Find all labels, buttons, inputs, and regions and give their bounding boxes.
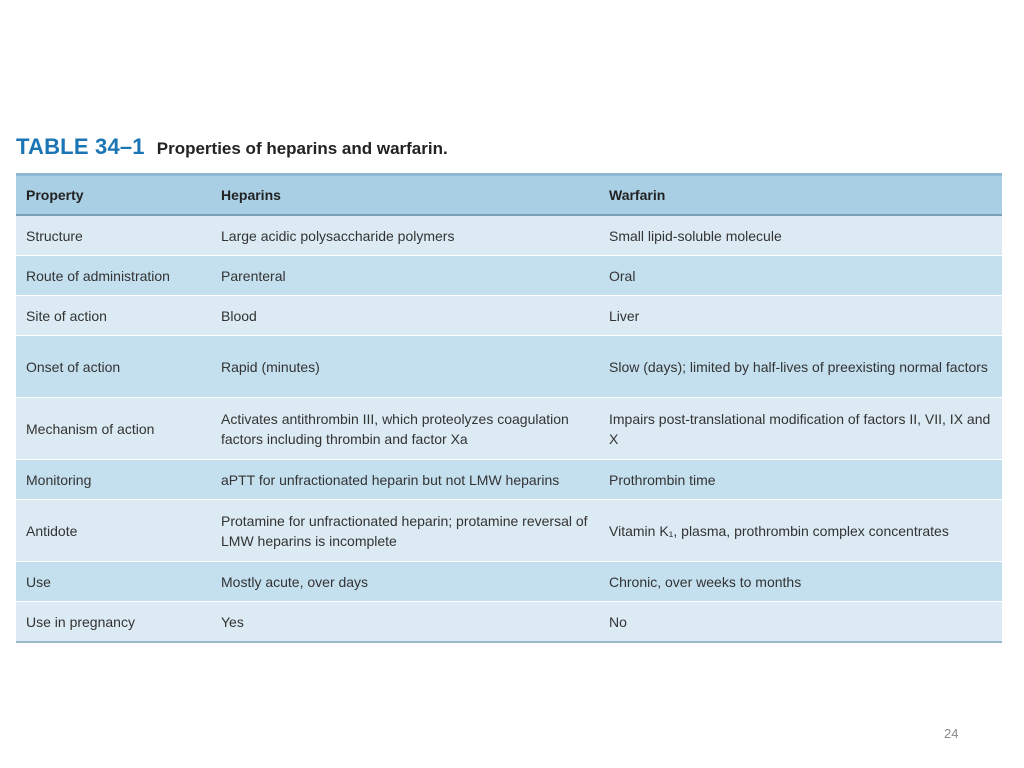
table-number: TABLE 34–1 — [16, 134, 145, 159]
table-title: Properties of heparins and warfarin. — [156, 139, 448, 158]
property-cell: Use — [26, 573, 51, 590]
property-cell: Monitoring — [26, 471, 92, 488]
heparins-cell: aPTT for unfractionated heparin but not LMW heparins — [221, 471, 560, 488]
property-cell: Onset of action — [26, 358, 121, 375]
warfarin-cell: Chronic, over weeks to months — [609, 573, 802, 590]
property-cell: Mechanism of action — [26, 420, 155, 437]
warfarin-cell: Prothrombin time — [609, 471, 716, 488]
column-header-warfarin: Warfarin — [609, 187, 666, 203]
table-row — [16, 296, 1002, 336]
heparins-cell: Yes — [221, 613, 244, 630]
heparins-cell: Activates antithrombin III, which proteolyzes coagulation factors including thrombin and factor Xa — [221, 410, 569, 447]
table-row — [16, 215, 1002, 256]
heparins-cell: Large acidic polysaccharide polymers — [221, 227, 455, 244]
table-row — [16, 602, 1002, 643]
column-header-property: Property — [26, 187, 84, 203]
warfarin-cell: Small lipid-soluble molecule — [609, 227, 782, 244]
property-cell: Use in pregnancy — [26, 613, 135, 630]
slide-page-number: 24 — [944, 726, 959, 741]
heparins-cell: Mostly acute, over days — [221, 573, 369, 590]
heparins-cell: Parenteral — [221, 267, 286, 284]
column-header-heparins: Heparins — [221, 187, 281, 203]
properties-table — [16, 173, 1002, 643]
table-row — [16, 398, 1002, 460]
table-row — [16, 256, 1002, 296]
table-row — [16, 460, 1002, 500]
warfarin-cell: Liver — [609, 307, 640, 324]
property-cell: Structure — [26, 227, 83, 244]
property-cell: Antidote — [26, 522, 78, 539]
property-cell: Site of action — [26, 307, 107, 324]
table-row — [16, 562, 1002, 602]
warfarin-cell: Oral — [609, 267, 636, 284]
heparins-cell: Blood — [221, 307, 257, 324]
table-row — [16, 500, 1002, 562]
property-cell: Route of administration — [26, 267, 170, 284]
table-row — [16, 336, 1002, 398]
heparins-cell: Protamine for unfractionated heparin; protamine reversal of LMW heparins is incomplete — [221, 512, 588, 549]
warfarin-cell: Slow (days); limited by half-lives of preexisting normal factors — [609, 358, 988, 375]
warfarin-cell: No — [609, 613, 627, 630]
warfarin-cell: Vitamin K₁, plasma, prothrombin complex concentrates — [609, 522, 949, 539]
properties-table-container — [16, 173, 1002, 643]
heparins-cell: Rapid (minutes) — [221, 358, 320, 375]
table-caption — [16, 134, 448, 160]
table-header-row — [16, 175, 1002, 216]
warfarin-cell: Impairs post-translational modification of factors II, VII, IX and X — [609, 410, 991, 447]
